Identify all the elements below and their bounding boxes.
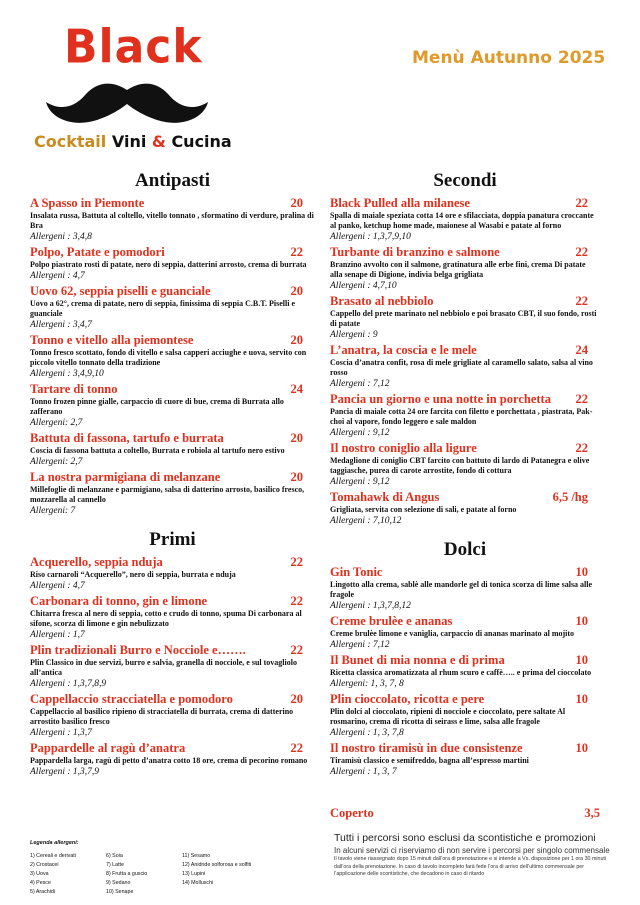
menu-item-header (330, 490, 600, 505)
tagline-amp: & (151, 132, 166, 151)
allergen-entry: 10) Senape (106, 889, 134, 895)
allergen-entry: 13) Lupini (182, 871, 206, 877)
menu-item-header (30, 470, 315, 485)
allergen-legend-title: Legenda allergeni: (30, 840, 79, 846)
menu-title: Menù Autunno 2025 (412, 48, 606, 68)
menu-item (30, 333, 315, 380)
dish-name: Il Bunet di mia nonna e di prima (330, 653, 505, 667)
policy-subheading: In alcuni servizi ci riserviamo di non servire i percorsi per singolo commensale (334, 846, 610, 855)
dish-price: 10 (575, 653, 588, 667)
dish-description: Tonno frozen pinne gialle, carpaccio di cuore di bue, crema di Burrata allo zafferano (30, 397, 284, 416)
tagline-vini: Vini (111, 132, 147, 151)
dish-name: Uovo 62, seppia piselli e guanciale (30, 284, 211, 298)
section-title-secondi: Secondi (433, 170, 497, 191)
dish-price: 10 (575, 692, 588, 706)
allergen-legend-grid (30, 852, 310, 896)
dish-description: Medaglione di coniglio CBT farcito con battuto di lardo di Patanegra e olive taggiasche, purea di carote arrostite, fondo di cottura (330, 456, 590, 475)
dish-allergens: Allergeni : 3,4,9,10 (30, 369, 104, 379)
menu-item (30, 284, 315, 331)
menu-item (330, 614, 600, 651)
dish-description: Cappello del prete marinato nel nebbiolo e poi brasato CBT, il suo fondo, rosti di patate (330, 309, 597, 328)
dish-description: Tiramisù classico e semifreddo, bagna all’espresso martini (330, 756, 529, 765)
dish-allergens: Allergeni : 3,4,8 (30, 232, 92, 242)
left-column (30, 168, 315, 780)
dish-price: 22 (290, 741, 303, 755)
antipasti-list (30, 196, 315, 517)
dish-allergens: Allergeni : 9 (330, 330, 378, 340)
coperto-row (330, 806, 600, 821)
dish-price: 22 (575, 441, 588, 455)
dish-allergens: Allergeni : 9,12 (330, 428, 390, 438)
dish-description: Plin dolci al cioccolato, ripieni di nocciole e cioccolato, pere saltate Al rosmarino, crema di ricotta di seirass e lime, salsa alle fragole (330, 707, 566, 726)
menu-item (30, 245, 315, 282)
policy-fine-print: Il tavolo viene riassegnato dopo 15 minuti dall’ora di prenotazione e si intende a Vs. disposizione per 1 ora 30 minuti dall’ora della prenotazione. In caso di tavolo incompleto farà fede l’ora di arrivo dell’ultimo commensale per l’applicazione delle scontistiche, che decadono in caso di ritardo (334, 856, 607, 877)
dish-description: Riso carnaroli “Acquerello”, nero di seppia, burrata e nduja (30, 570, 236, 579)
menu-item-header (330, 245, 600, 260)
menu-item (330, 565, 600, 612)
dish-name: Brasato al nebbiolo (330, 294, 434, 308)
dish-name: Black Pulled alla milanese (330, 196, 470, 210)
dish-description: Coscia di fassona battuta a coltello, Burrata e robiola al tartufo nero estivo (30, 446, 285, 455)
dish-price: 22 (575, 392, 588, 406)
allergen-legend (30, 840, 310, 896)
menu-item-header (330, 565, 600, 580)
dish-name: Battuta di fassona, tartufo e burrata (30, 431, 224, 445)
dish-allergens: Allergeni : 1,3,7,8,9 (30, 679, 107, 689)
coperto-label: Coperto (330, 806, 374, 820)
dish-price: 22 (290, 245, 303, 259)
policy-heading: Tutti i percorsi sono esclusi da scontistiche e promozioni (334, 832, 596, 844)
menu-item (330, 490, 600, 527)
menu-item (330, 692, 600, 739)
dish-name: A Spasso in Piemonte (30, 196, 145, 210)
dish-allergens: Allergeni : 1, 3, 7 (330, 767, 397, 777)
dish-name: Il nostro tiramisù in due consistenze (330, 741, 523, 755)
menu-item (330, 441, 600, 488)
menu-item-header (330, 614, 600, 629)
allergen-entry: 7) Latte (106, 862, 124, 868)
dish-allergens: Allergeni : 7,12 (330, 379, 390, 389)
dolci-list (330, 565, 600, 778)
dish-description: Pappardella larga, ragù di petto d’anatra cotto 18 ore, crema di pecorino romano (30, 756, 308, 765)
dish-name: Pappardelle al ragù d’anatra (30, 741, 186, 755)
tagline-cucina: Cucina (171, 132, 232, 151)
mustache-icon (42, 78, 212, 128)
menu-item-header (30, 245, 315, 260)
dish-name: Gin Tonic (330, 565, 383, 579)
section-title-antipasti: Antipasti (135, 170, 210, 191)
menu-item (330, 653, 600, 690)
dish-price: 20 (290, 692, 303, 706)
allergen-entry: 3) Uova (30, 871, 49, 877)
dish-description: Tonno fresco scottato, fondo di vitello e salsa capperi acciughe e uova, servito con piccolo vitello tonnato della tradizione (30, 348, 307, 367)
dish-name: Polpo, Patate e pomodori (30, 245, 165, 259)
dish-price: 10 (575, 741, 588, 755)
allergen-entry: 5) Arachidi (30, 889, 56, 895)
dish-allergens: Allergeni : 4,7 (30, 581, 85, 591)
dish-description: Spalla di maiale speziata cotta 14 ore e sfilacciata, doppia panatura croccante al panko, ketchup home made, maionese al Wasabi e patate al forno (330, 211, 594, 230)
menu-item (30, 741, 315, 778)
dish-price: 10 (575, 565, 588, 579)
dish-description: Polpo piastrato rosti di patate, nero di seppia, datterini arrosto, crema di burrata (30, 260, 307, 269)
menu-item (30, 382, 315, 429)
menu-item (330, 741, 600, 778)
dish-price: 22 (290, 594, 303, 608)
menu-item (330, 392, 600, 439)
dish-name: Il nostro coniglio alla ligure (330, 441, 477, 455)
dish-allergens: Allergeni : 4,7,10 (330, 281, 397, 291)
dish-description: Millefoglie di melanzane e parmigiano, salsa di datterino arrosto, basilico fresco, mozzarella al cannello (30, 485, 305, 504)
dish-price: 22 (290, 555, 303, 569)
dish-allergens: Allergeni : 1,7 (30, 630, 85, 640)
dish-price: 20 (290, 431, 303, 445)
allergen-entry: 11) Sesamo (182, 853, 211, 859)
dish-description: Coscia d’anatra confit, rosa di mele grigliate al caramello salato, salsa al vino rosso (330, 358, 593, 377)
allergen-entry: 9) Sedano (106, 880, 131, 886)
dish-description: Uovo a 62°, crema di patate, nero di seppia, finissima di seppia C.B.T. Piselli e guanciale (30, 299, 295, 318)
menu-item-header (30, 692, 315, 707)
menu-item (30, 594, 315, 641)
menu-item-header (330, 392, 600, 407)
dish-allergens: Allergeni : 7,12 (330, 640, 390, 650)
dish-allergens: Allergeni : 1,3,7,9 (30, 767, 100, 777)
dish-allergens: Allergeni: 1, 3, 7, 8 (330, 679, 404, 689)
tagline-cocktail: Cocktail (34, 132, 107, 151)
dish-name: Acquerello, seppia nduja (30, 555, 163, 569)
menu-item-header (330, 692, 600, 707)
menu-item (30, 692, 315, 739)
dish-allergens: Allergeni : 1, 3, 7,8 (330, 728, 404, 738)
menu-item-header (30, 431, 315, 446)
allergen-entry: 8) Frutta a guscio (106, 871, 148, 877)
menu-item (330, 294, 600, 341)
dish-name: Tomahawk di Angus (330, 490, 440, 504)
dish-description: Lingotto alla crema, sablè alle mandorle gel di tonica scorza di lime salsa alle fragole (330, 580, 593, 599)
dish-price: 22 (575, 196, 588, 210)
dish-price: 10 (575, 614, 588, 628)
dish-description: Chitarra fresca al nero di seppia, cotto e crudo di tonno, spuma Di carbonara al sifone, scorza di limone e gin nebulizzato (30, 609, 302, 628)
dish-price: 22 (290, 643, 303, 657)
menu-item (30, 470, 315, 517)
dish-name: Plin tradizionali Burro e Nocciole e……. (30, 643, 246, 657)
dish-name: Carbonara di tonno, gin e limone (30, 594, 208, 608)
dish-allergens: Allergeni : 1,3,7,9,10 (330, 232, 411, 242)
menu-item-header (330, 653, 600, 668)
dish-name: Cappellaccio stracciatella e pomodoro (30, 692, 233, 706)
policy-notes (334, 832, 614, 879)
menu-item-header (330, 741, 600, 756)
menu-item (30, 643, 315, 690)
secondi-list (330, 196, 600, 527)
brand-logo (30, 20, 232, 151)
menu-item (30, 431, 315, 468)
dish-price: 24 (290, 382, 303, 396)
dish-price: 24 (575, 343, 588, 357)
dish-price: 20 (290, 284, 303, 298)
dish-description: Cappellaccio al basilico ripieno di stracciatella di burrata, crema di datterino arrostito basilico fresco (30, 707, 294, 726)
dish-price: 20 (290, 196, 303, 210)
brand-tagline (34, 132, 232, 151)
dish-name: Tartare di tonno (30, 382, 118, 396)
dish-allergens: Allergeni : 1,3,7 (30, 728, 92, 738)
menu-item-header (30, 382, 315, 397)
menu-item-header (30, 333, 315, 348)
dish-price: 20 (290, 333, 303, 347)
menu-item (330, 343, 600, 390)
dish-description: Ricetta classica aromatizzata al rhum scuro e caffè….. e prima del cioccolato (330, 668, 592, 677)
allergen-entry: 4) Pesce (30, 880, 51, 886)
coperto-price: 3,5 (584, 806, 600, 820)
dish-allergens: Allergeni: 7 (30, 506, 76, 516)
primi-list (30, 555, 315, 778)
brand-name: Black (64, 20, 203, 75)
section-title-primi: Primi (149, 529, 196, 550)
right-column (330, 168, 600, 780)
allergen-entry: 14) Molluschi (182, 880, 214, 886)
menu-item-header (30, 643, 315, 658)
dish-description: Grigliata, servita con selezione di sali, e patate al forno (330, 505, 517, 514)
section-title-dolci: Dolci (443, 539, 487, 560)
dish-name: L’anatra, la coscia e le mele (330, 343, 477, 357)
dish-allergens: Allergeni : 3,4,7 (30, 320, 92, 330)
dish-allergens: Allergeni: 2,7 (30, 457, 83, 467)
dish-name: Creme brulèe e ananas (330, 614, 453, 628)
menu-item-header (30, 594, 315, 609)
dish-allergens: Allergeni : 1,3,7,8,12 (330, 601, 411, 611)
allergen-entry: 2) Crostacei (30, 862, 59, 868)
dish-name: Tonno e vitello alla piemontese (30, 333, 194, 347)
menu-item (330, 245, 600, 292)
menu-item-header (330, 441, 600, 456)
dish-price: 22 (575, 245, 588, 259)
menu-item-header (330, 294, 600, 309)
dish-description: Plin Classico in due servizi, burro e salvia, granella di nocciole, e sul tovagliolo all’antica (30, 658, 297, 677)
dish-allergens: Allergeni : 4,7 (30, 271, 85, 281)
menu-item-header (30, 741, 315, 756)
dish-allergens: Allergeni : 9,12 (330, 477, 390, 487)
menu-item-header (330, 196, 600, 211)
allergen-entry: 6) Soia (106, 853, 123, 859)
allergen-entry: 1) Cereali e derivati (30, 853, 76, 859)
menu-item (330, 196, 600, 243)
dish-description: Branzino avvolto con il salmone, gratinatura alle erbe fini, crema Di patate alla senape di Digione, indivia belga grigliata (330, 260, 586, 279)
dish-name: La nostra parmigiana di melanzane (30, 470, 221, 484)
allergen-entry: 12) Anidride solforosa e solfiti (182, 862, 252, 868)
menu-item-header (30, 555, 315, 570)
dish-name: Pancia un giorno e una notte in porchetta (330, 392, 551, 406)
dish-description: Insalata russa, Battuta al coltello, vitello tonnato , sformatino di verdure, pralina di Bra (30, 211, 314, 230)
dish-price: 22 (575, 294, 588, 308)
menu-item-header (330, 343, 600, 358)
dish-description: Pancia di maiale cotta 24 ore farcita con filetto e porchettata , piastrata, Pak-choi al vapore, fondo leggero e sale maldon (330, 407, 593, 426)
dish-name: Plin cioccolato, ricotta e pere (330, 692, 485, 706)
menu-item-header (30, 284, 315, 299)
dish-price: 6,5 /hg (552, 490, 588, 504)
dish-allergens: Allergeni : 7,10,12 (330, 516, 402, 526)
dish-allergens: Allergeni: 2,7 (30, 418, 83, 428)
menu-item (30, 196, 315, 243)
menu-item (30, 555, 315, 592)
dish-name: Turbante di branzino e salmone (330, 245, 500, 259)
dish-price: 20 (290, 470, 303, 484)
menu-item-header (30, 196, 315, 211)
dish-description: Creme brulèe limone e vaniglia, carpaccio di ananas marinato al mojito (330, 629, 575, 638)
